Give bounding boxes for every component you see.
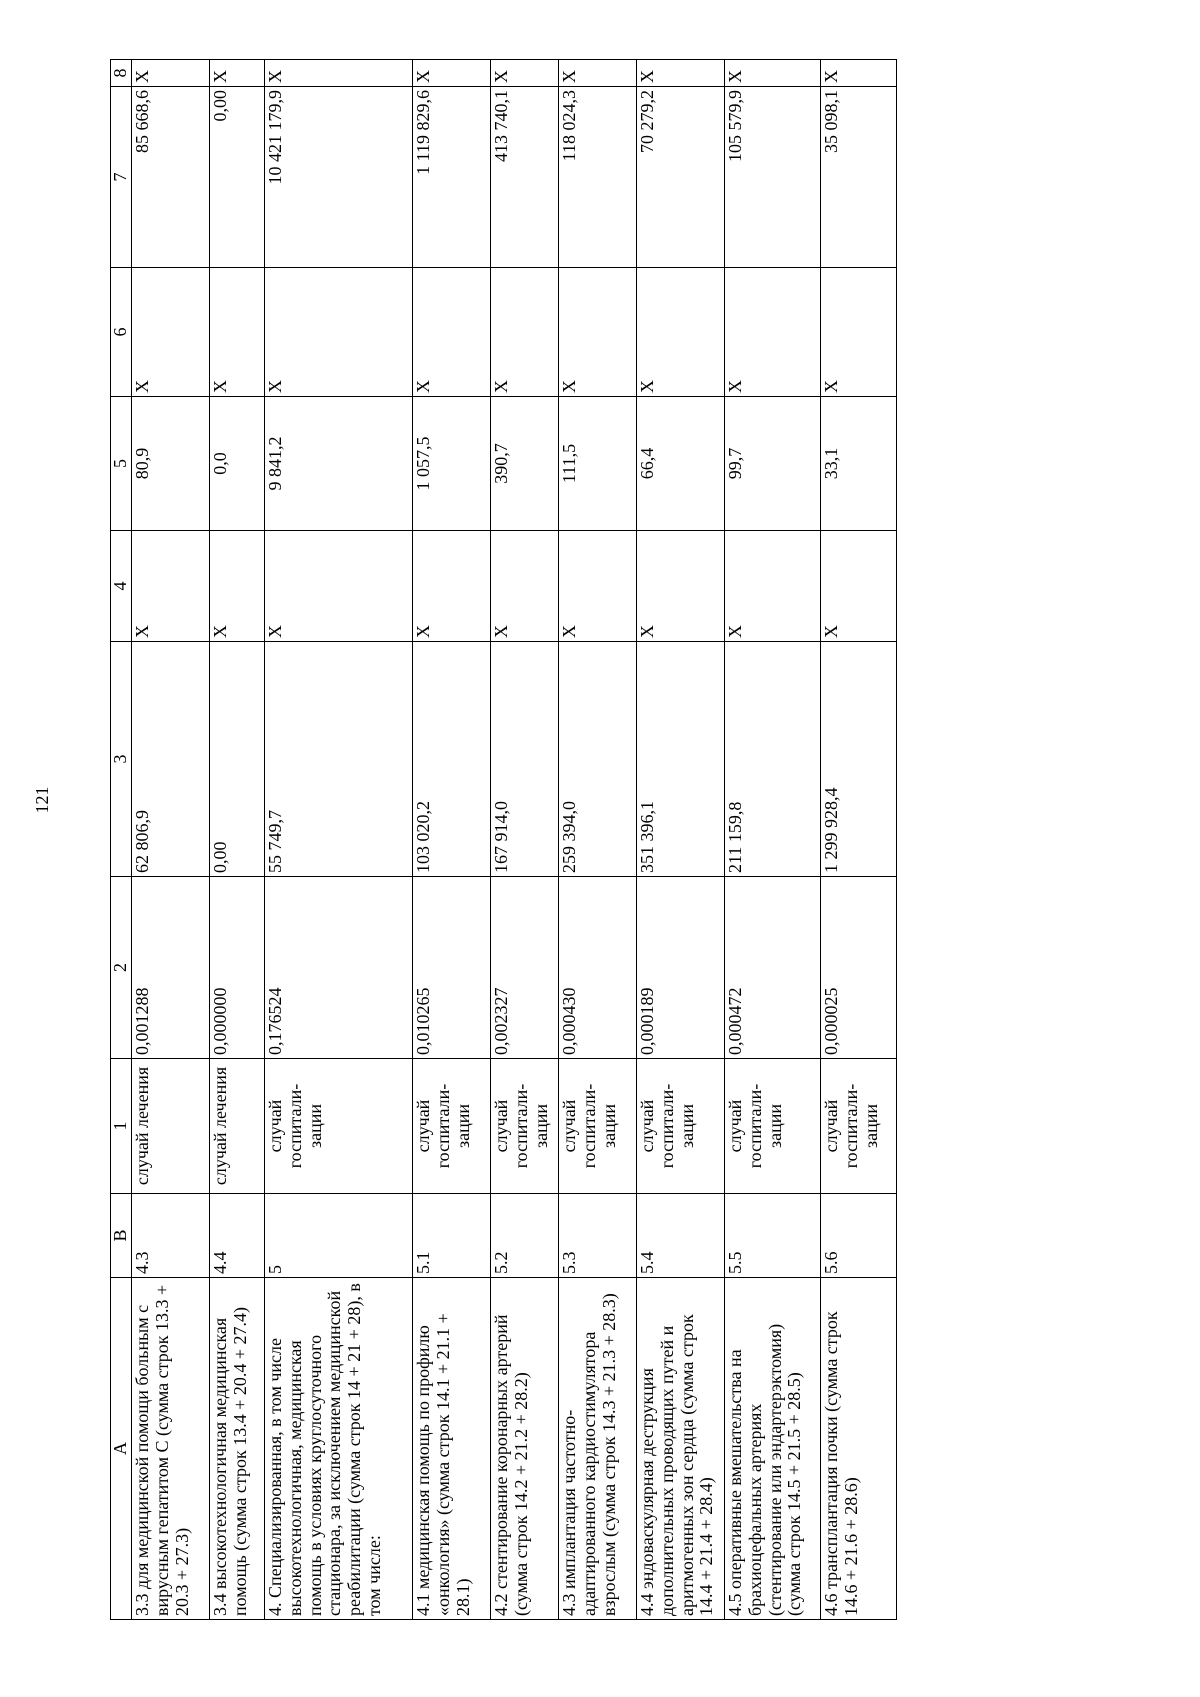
cell-col-4: X [559,531,637,642]
cell-description: 4.5 оперативные вмешательства на брахиоцефальных артериях (стентирование или эндартерэктомия) (сумма строк 14.5 + 21.5 + 28.5) [725,1278,821,1620]
cell-unit: случай госпитали-зации [559,1059,637,1194]
cell-description: 4. Специализированная, в том числе высокотехнологичная, медицинская помощь в условиях круглосуточного стационара, за исключением медицинской реабилитации (сумма строк 14 + 21 + 28), в том числе: [265,1278,413,1620]
cell-col-4: X [265,531,413,642]
table-row [210,60,265,1620]
cell-col-3: 259 394,0 [559,642,637,877]
cell-col-8: X [725,60,821,87]
cell-col-7: 118 024,3 [559,87,637,268]
header-cell-2: 2 [111,877,132,1059]
cell-col-8: X [637,60,725,87]
cell-col-3: 103 020,2 [413,642,491,877]
table-row [265,60,413,1620]
header-cell-7: 7 [111,87,132,268]
table-header-row [111,60,132,1620]
cell-col-7: 10 421 179,9 [265,87,413,268]
cell-col-5: 66,4 [637,397,725,531]
cell-col-2: 0,002327 [491,877,559,1059]
cell-col-8: X [210,60,265,87]
cell-col-7: 0,00 [210,87,265,268]
table-row [491,60,559,1620]
cell-col-8: X [821,60,897,87]
cell-row-code: 5.2 [491,1194,559,1278]
cell-col-3: 62 806,9 [132,642,210,877]
cell-unit: случай лечения [210,1059,265,1194]
data-table [110,59,897,1620]
cell-col-5: 99,7 [725,397,821,531]
cell-unit: случай госпитали-зации [821,1059,897,1194]
cell-col-3: 351 396,1 [637,642,725,877]
cell-unit: случай лечения [132,1059,210,1194]
table-row [413,60,491,1620]
cell-col-7: 413 740,1 [491,87,559,268]
table-row [821,60,897,1620]
cell-unit: случай госпитали-зации [637,1059,725,1194]
table-row [132,60,210,1620]
cell-col-4: X [413,531,491,642]
cell-col-6: X [265,268,413,397]
cell-unit: случай госпитали-зации [491,1059,559,1194]
cell-col-2: 0,000000 [210,877,265,1059]
table-row [559,60,637,1620]
cell-unit: случай госпитали-зации [725,1059,821,1194]
cell-row-code: 5.6 [821,1194,897,1278]
cell-description: 3.4 высокотехнологичная медицинская помощь (сумма строк 13.4 + 20.4 + 27.4) [210,1278,265,1620]
cell-row-code: 5.1 [413,1194,491,1278]
cell-col-5: 111,5 [559,397,637,531]
cell-description: 3.3 для медицинской помощи больным с вирусным гепатитом С (сумма строк 13.3 + 20.3 + 27.3) [132,1278,210,1620]
cell-col-6: X [491,268,559,397]
header-cell-1: 1 [111,1059,132,1194]
cell-col-4: X [821,531,897,642]
cell-col-4: X [637,531,725,642]
table-row [725,60,821,1620]
cell-col-8: X [132,60,210,87]
cell-col-4: X [491,531,559,642]
cell-unit: случай госпитали-зации [413,1059,491,1194]
cell-col-6: X [725,268,821,397]
cell-col-7: 1 119 829,6 [413,87,491,268]
cell-col-2: 0,010265 [413,877,491,1059]
cell-description: 4.6 трансплантация почки (сумма строк 14.6 + 21.6 + 28.6) [821,1278,897,1620]
cell-row-code: 5 [265,1194,413,1278]
header-cell-8: 8 [111,60,132,87]
cell-col-6: X [413,268,491,397]
cell-col-7: 85 668,6 [132,87,210,268]
cell-col-5: 1 057,5 [413,397,491,531]
cell-col-5: 9 841,2 [265,397,413,531]
cell-col-3: 211 159,8 [725,642,821,877]
cell-col-6: X [821,268,897,397]
cell-row-code: 5.4 [637,1194,725,1278]
table-row [637,60,725,1620]
cell-description: 4.4 эндоваскулярная деструкция дополнительных проводящих путей и аритмогенных зон сердца (сумма строк 14.4 + 21.4 + 28.4) [637,1278,725,1620]
cell-description: 4.2 стентирование коронарных артерий (сумма строк 14.2 + 21.2 + 28.2) [491,1278,559,1620]
cell-col-8: X [559,60,637,87]
cell-col-6: X [637,268,725,397]
cell-row-code: 5.5 [725,1194,821,1278]
cell-col-7: 35 098,1 [821,87,897,268]
header-cell-b: B [111,1194,132,1278]
cell-col-2: 0,000430 [559,877,637,1059]
cell-col-6: X [559,268,637,397]
header-cell-a: A [111,1278,132,1620]
cell-col-2: 0,001288 [132,877,210,1059]
cell-col-7: 105 579,9 [725,87,821,268]
cell-col-6: X [210,268,265,397]
header-cell-6: 6 [111,268,132,397]
cell-col-2: 0,000025 [821,877,897,1059]
cell-col-3: 167 914,0 [491,642,559,877]
cell-col-8: X [413,60,491,87]
cell-row-code: 5.3 [559,1194,637,1278]
cell-col-8: X [265,60,413,87]
cell-col-3: 55 749,7 [265,642,413,877]
cell-row-code: 4.4 [210,1194,265,1278]
cell-unit: случай госпитали-зации [265,1059,413,1194]
cell-col-5: 0,0 [210,397,265,531]
cell-col-5: 80,9 [132,397,210,531]
cell-col-3: 1 299 928,4 [821,642,897,877]
header-cell-5: 5 [111,397,132,531]
cell-col-4: X [132,531,210,642]
cell-col-4: X [210,531,265,642]
cell-col-2: 0,176524 [265,877,413,1059]
header-cell-4: 4 [111,531,132,642]
cell-col-5: 33,1 [821,397,897,531]
cell-col-8: X [491,60,559,87]
table-body [132,60,897,1620]
cell-col-7: 70 279,2 [637,87,725,268]
rotated-table-container [110,60,1070,1620]
cell-col-2: 0,000189 [637,877,725,1059]
cell-col-6: X [132,268,210,397]
cell-row-code: 4.3 [132,1194,210,1278]
cell-col-3: 0,00 [210,642,265,877]
header-cell-3: 3 [111,642,132,877]
cell-description: 4.1 медицинская помощь по профилю «онкология» (сумма строк 14.1 + 21.1 + 28.1) [413,1278,491,1620]
cell-col-5: 390,7 [491,397,559,531]
cell-col-2: 0,000472 [725,877,821,1059]
page-number: 121 [32,786,52,814]
cell-description: 4.3 имплантация частотно-адаптированного кардиостимулятора взрослым (сумма строк 14.3 + 21.3 + 28.3) [559,1278,637,1620]
cell-col-4: X [725,531,821,642]
